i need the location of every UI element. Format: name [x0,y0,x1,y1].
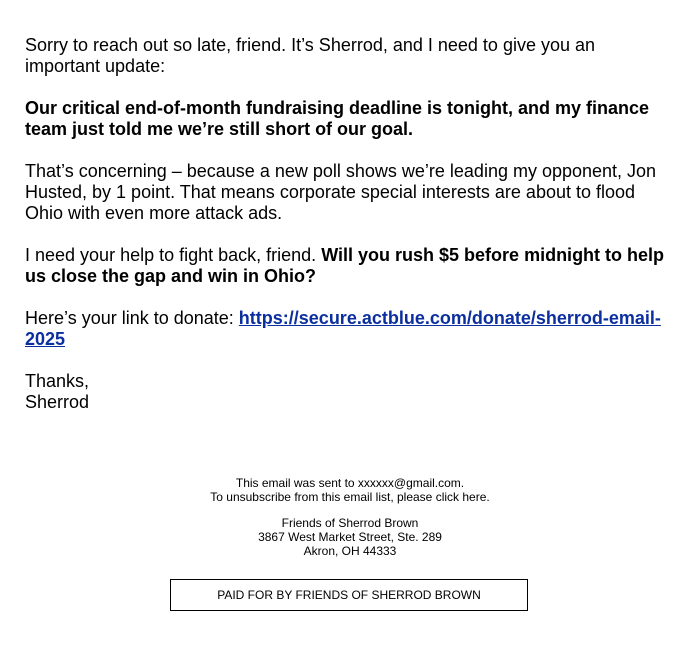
donate-link[interactable]: https://secure.actblue.com/donate/sherrod-email-2025 [25,308,661,349]
ask-paragraph [25,245,675,287]
donate-intro-text: Here’s your link to donate: [25,308,239,328]
signature-text: Sherrod [25,392,90,412]
ask-bold-text: Will you rush $5 before midnight to help us close the gap and win in Ohio? [25,245,665,286]
disclaimer-text: PAID FOR BY FRIENDS OF SHERROD BROWN [217,588,481,602]
email-footer [0,476,700,558]
signoff-block [25,371,675,413]
sent-to-text: This email was sent to xxxxxx@gmail.com. [235,476,465,490]
donate-paragraph [25,308,675,350]
ask-text: I need your help to fight back, friend. [25,245,322,265]
paid-for-disclaimer [170,579,528,611]
intro-paragraph [25,35,675,77]
mailing-address [0,516,700,558]
deadline-paragraph [25,98,675,140]
signoff-text: Thanks, [25,371,90,391]
intro-text: Sorry to reach out so late, friend. It’s Sherrod, and I need to give you an important update: [25,35,596,76]
poll-text: That’s concerning – because a new poll shows we’re leading my opponent, Jon Husted, by 1 point. That means corporate special interests are about to flood Ohio with even more attack ads. [25,161,657,223]
unsubscribe-link[interactable]: To unsubscribe from this email list, please click here. [210,490,490,504]
street-address: 3867 West Market Street, Ste. 289 [258,530,442,544]
org-name: Friends of Sherrod Brown [281,516,419,530]
poll-paragraph [25,161,675,224]
email-body [25,35,675,434]
city-address: Akron, OH 44333 [303,544,397,558]
deadline-text: Our critical end-of-month fundraising deadline is tonight, and my finance team just told me we’re still short of our goal. [25,98,650,139]
